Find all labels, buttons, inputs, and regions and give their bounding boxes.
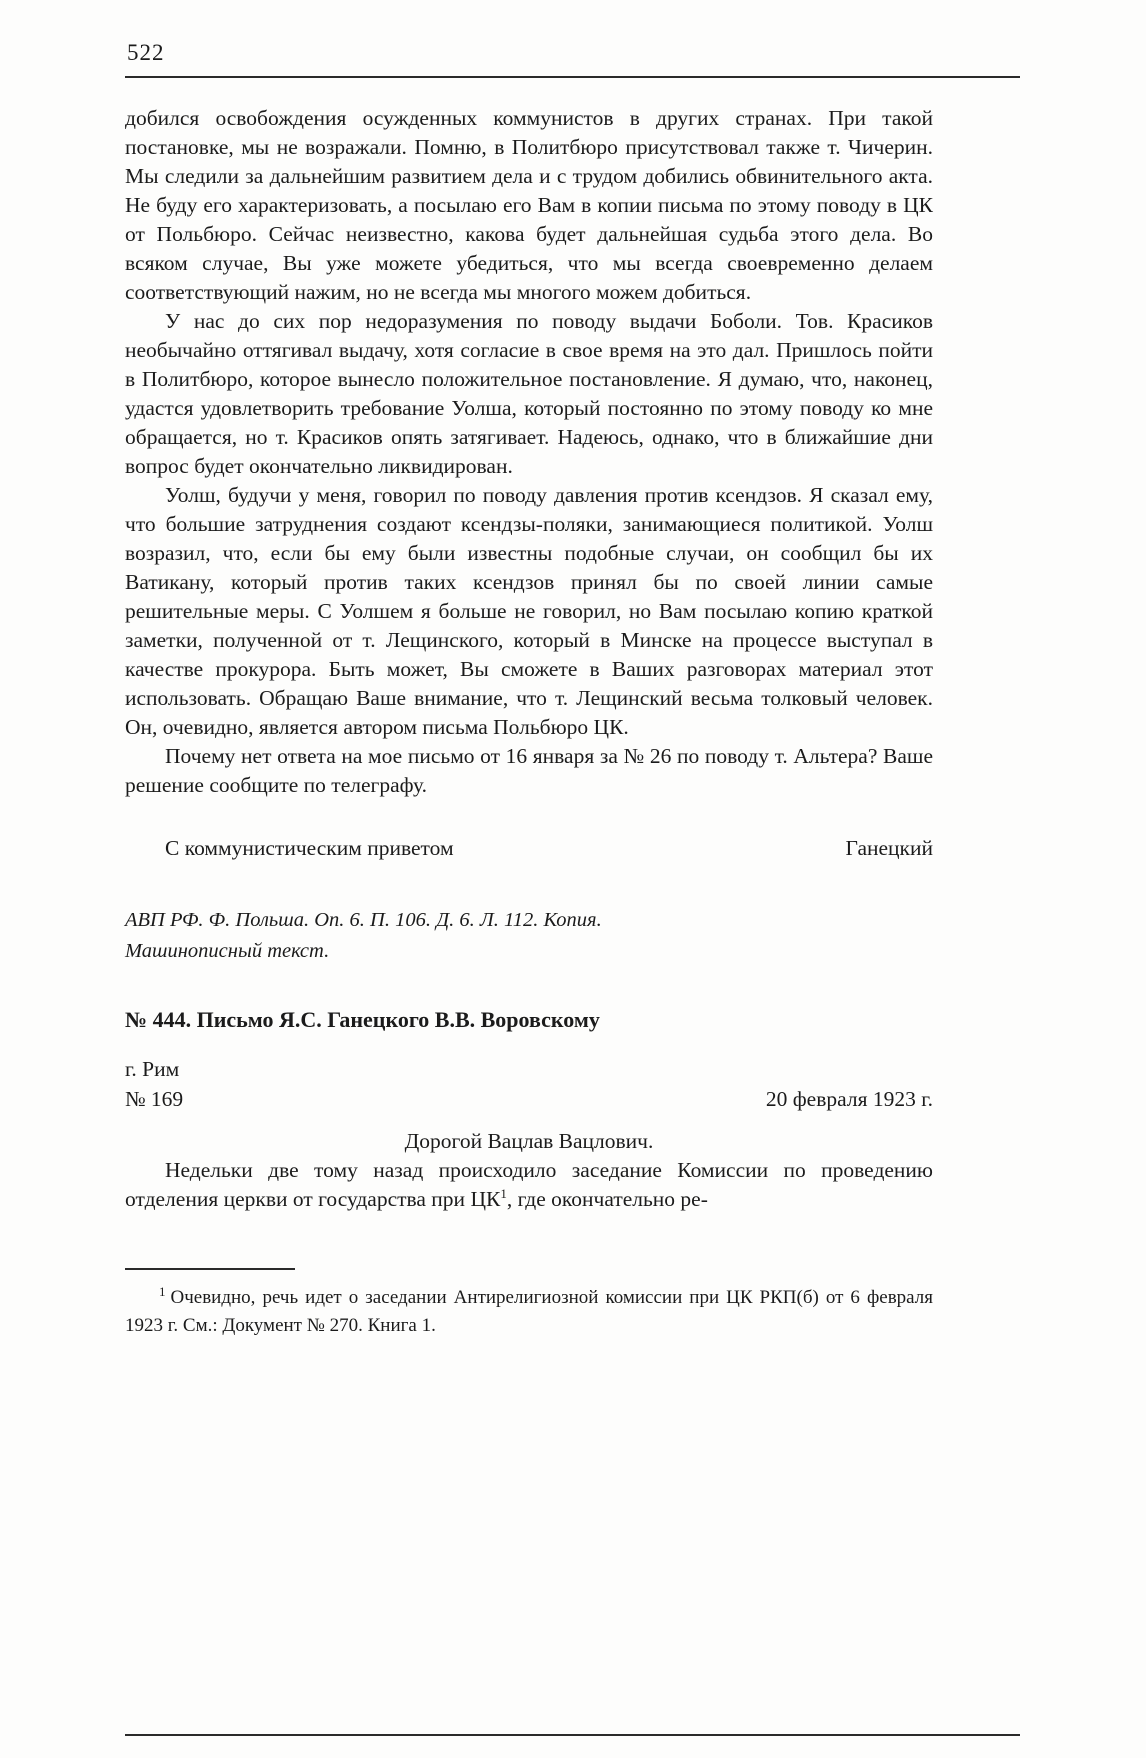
footnote-marker: 1 (159, 1283, 166, 1299)
typescript-note: Машинописный текст. (125, 940, 330, 962)
document-number: № 169 (125, 1087, 184, 1111)
signoff-row (125, 834, 933, 863)
paragraph (125, 1156, 933, 1214)
top-rule (125, 76, 1020, 78)
salutation: Дорогой Вацлав Вацлович. (404, 1129, 654, 1153)
document-date: 20 февраля 1923 г. (765, 1087, 933, 1111)
paragraph: Уолш, будучи у меня, говорил по поводу давления против ксендзов. Я сказал ему, что большие затруднения создают ксендзы-поляки, занимающиеся политикой. Уолш возразил, что, если бы ему были известны подобные случаи, он сообщил бы их Ватикану, который против таких ксендзов принял бы по своей линии самые решительные меры. С Уолшем я больше не говорил, но Вам посылаю копию краткой заметки, полученной от т. Лещинского, который в Минске на процессе выступал в качестве прокурора. Быть может, Вы сможете в Ваших разговорах материал этот использовать. Обращаю Ваше внимание, что т. Лещинский весьма толковый человек. Он, очевидно, является автором письма Польбюро ЦК. (125, 483, 933, 739)
paragraph-text: , где окончательно ре- (506, 1187, 708, 1211)
footnote-block (125, 1268, 933, 1340)
document-heading: № 444. Письмо Я.С. Ганецкого В.В. Воровскому (125, 1007, 600, 1032)
footnote-separator (125, 1268, 295, 1270)
text-column (125, 104, 933, 1340)
paragraph-text: Недельки две тому назад происходило заседание Комиссии по проведению отделения церкви от государства при ЦК (125, 1158, 933, 1211)
footnote-text: Очевидно, речь идет о заседании Антирелигиозной комиссии при ЦК РКП(б) от 6 февраля 1923 г. См.: Документ № 270. Книга 1. (125, 1287, 933, 1336)
page-number: 522 (127, 40, 165, 65)
signature: Ганецкий (845, 836, 933, 860)
number-date-row (125, 1084, 933, 1115)
footnote-reference: 1 (500, 1185, 507, 1201)
source-reference (125, 905, 933, 967)
paragraph: Почему нет ответа на мое письмо от 16 января за № 26 по поводу т. Альтера? Ваше решение сообщите по телеграфу. (125, 744, 933, 797)
bottom-rule (125, 1734, 1020, 1736)
archive-reference: АВП РФ. Ф. Польша. Оп. 6. П. 106. Д. 6. Л. 112. Копия. (125, 909, 602, 931)
footnote (125, 1284, 933, 1340)
place-line: г. Рим (125, 1057, 180, 1081)
paragraph-continuation: добился освобождения осужденных коммунистов в других странах. При такой постановке, мы не возражали. Помню, в Политбюро присутствовал также т. Чичерин. Мы следили за дальнейшим развитием дела и с трудом добились обвинительного акта. Не буду его характеризовать, а посылаю его Вам в копии письма по этому поводу в ЦК от Польбюро. Сейчас неизвестно, какова будет дальнейшая судьба этого дела. Во всяком случае, Вы уже можете убедиться, что мы всегда своевременно делаем соответствующий нажим, но не всегда мы многого можем добиться. (125, 106, 933, 304)
paragraph: У нас до сих пор недоразумения по поводу выдачи Боболи. Тов. Красиков необычайно оттягивал выдачу, хотя согласие в свое время на это дал. Пришлось пойти в Политбюро, которое вынесло положительное постановление. Я думаю, что, наконец, удастся удовлетворить требование Уолша, который постоянно по этому поводу ко мне обращается, но т. Красиков опять затягивает. Надеюсь, однако, что в ближайшие дни вопрос будет окончательно ликвидирован. (125, 309, 933, 478)
signoff-label: С коммунистическим приветом (165, 836, 454, 860)
